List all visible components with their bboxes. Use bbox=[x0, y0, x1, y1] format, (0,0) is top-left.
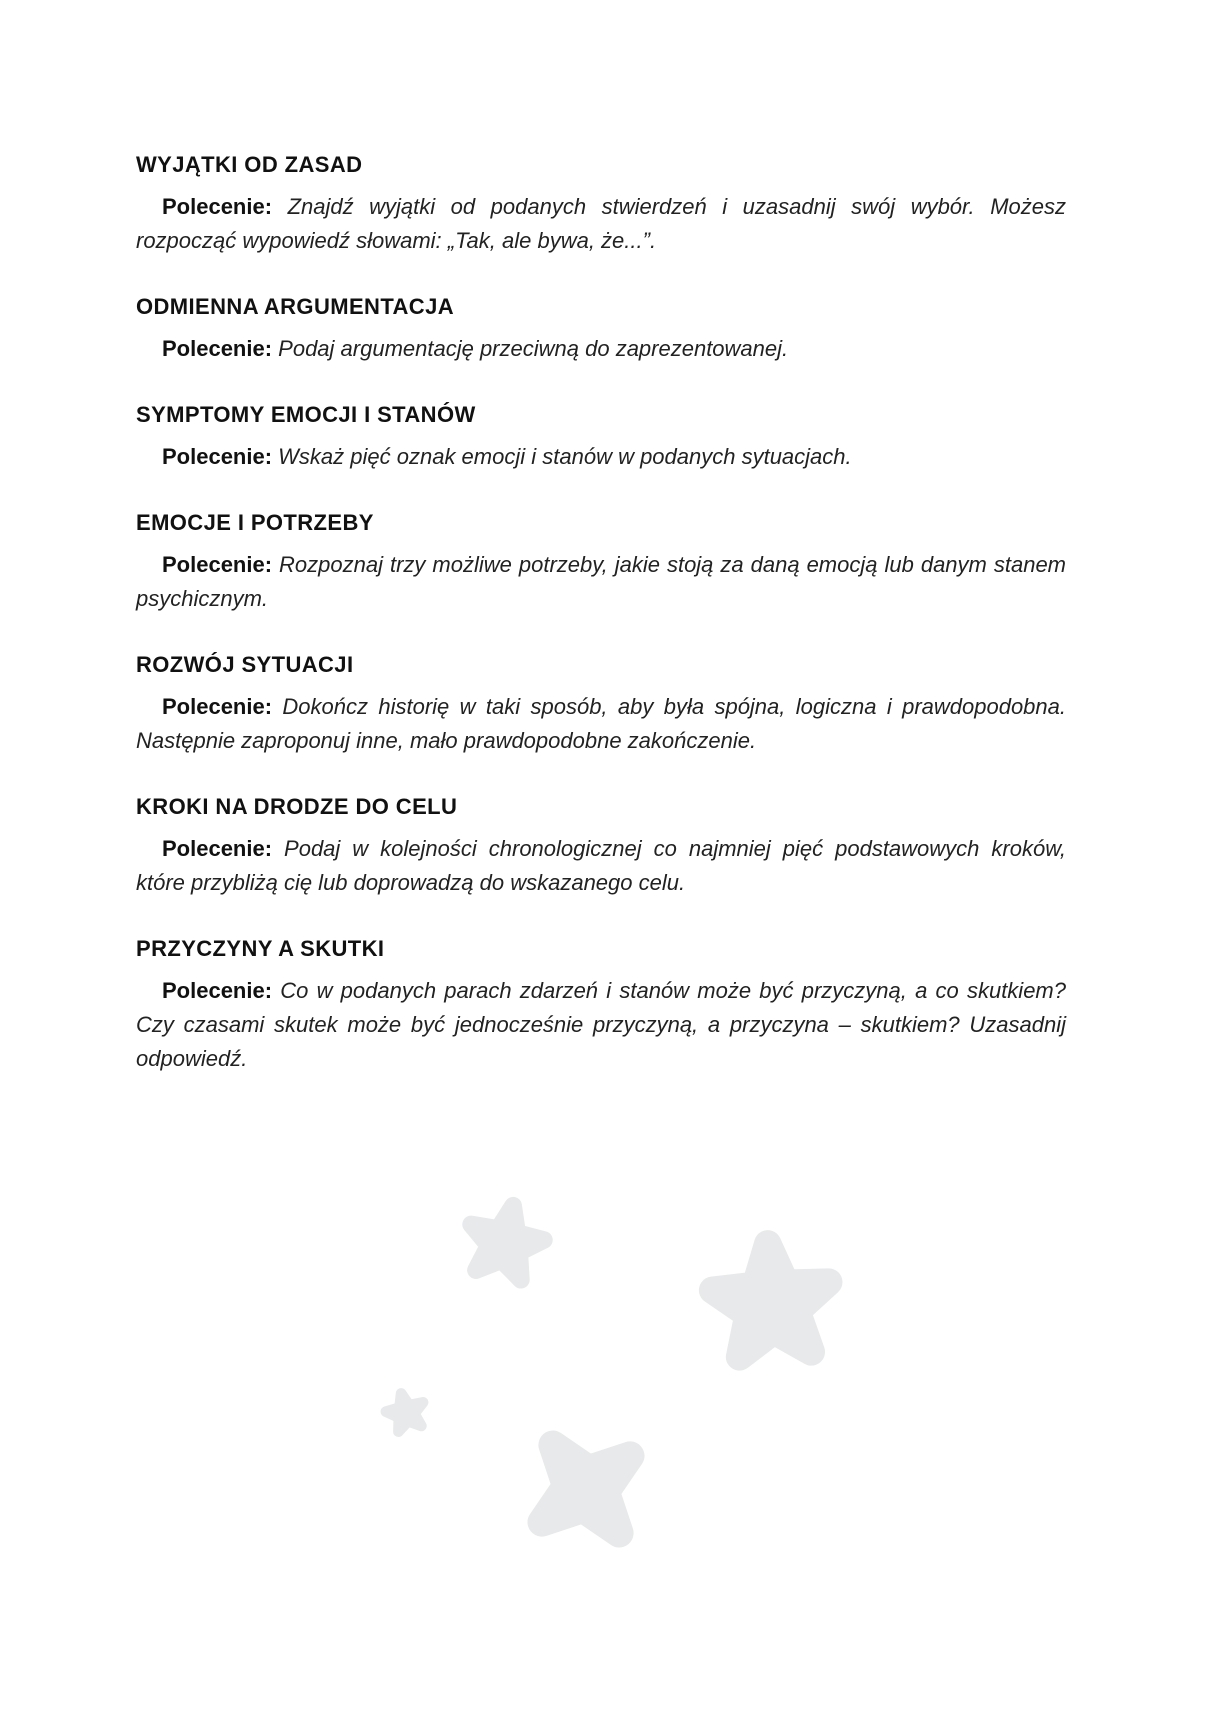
section-instruction bbox=[136, 548, 1066, 616]
section-instruction bbox=[136, 690, 1066, 758]
instruction-text: Wskaż pięć oznak emocji i stanów w podanych sytuacjach. bbox=[272, 444, 852, 469]
section-odmienna-argumentacja bbox=[136, 294, 1066, 366]
instruction-text: Znajdź wyjątki od podanych stwierdzeń i uzasadnij swój wybór. Możesz rozpocząć wypowiedź słowami: „Tak, ale bywa, że...”. bbox=[136, 194, 1066, 253]
instruction-label: Polecenie: bbox=[162, 444, 273, 469]
section-heading: WYJĄTKI OD ZASAD bbox=[136, 152, 363, 177]
section-wyjatki-od-zasad bbox=[136, 152, 1066, 258]
instruction-label: Polecenie: bbox=[162, 836, 273, 861]
star-small-icon bbox=[364, 1369, 448, 1457]
section-symptomy-emocji bbox=[136, 402, 1066, 474]
instruction-text: Podaj w kolejności chronologicznej co najmniej pięć podstawowych kroków, które przybliżą cię lub doprowadzą do wskazanego celu. bbox=[136, 836, 1066, 895]
section-heading: ROZWÓJ SYTUACJI bbox=[136, 652, 354, 677]
section-instruction bbox=[136, 832, 1066, 900]
instruction-label: Polecenie: bbox=[162, 694, 273, 719]
section-instruction bbox=[136, 190, 1066, 258]
section-heading: KROKI NA DRODZE DO CELU bbox=[136, 794, 458, 819]
star-medium-icon bbox=[426, 1167, 584, 1320]
instruction-text: Co w podanych parach zdarzeń i stanów może być przyczyną, a co skutkiem? Czy czasami skutek może być jednocześnie przyczyną, a przyczyna – skutkiem? Uzasadnij odpowiedź. bbox=[136, 978, 1066, 1071]
instruction-text: Rozpoznaj trzy możliwe potrzeby, jakie stoją za daną emocją lub danym stanem psychicznym. bbox=[136, 552, 1066, 611]
section-heading: PRZYCZYNY A SKUTKI bbox=[136, 936, 385, 961]
instruction-label: Polecenie: bbox=[162, 978, 273, 1003]
exercise-list bbox=[136, 152, 1066, 1112]
section-instruction bbox=[136, 440, 1066, 474]
instruction-label: Polecenie: bbox=[162, 336, 273, 361]
section-instruction bbox=[136, 332, 1066, 366]
star-large-icon bbox=[661, 1198, 882, 1412]
section-instruction bbox=[136, 974, 1066, 1076]
instruction-label: Polecenie: bbox=[162, 552, 273, 577]
section-heading: SYMPTOMY EMOCJI I STANÓW bbox=[136, 402, 476, 427]
section-heading: EMOCJE I POTRZEBY bbox=[136, 510, 374, 535]
instruction-text: Podaj argumentację przeciwną do zaprezentowanej. bbox=[272, 336, 789, 361]
star-cross-icon bbox=[490, 1383, 683, 1595]
section-przyczyny-a-skutki bbox=[136, 936, 1066, 1076]
instruction-label: Polecenie: bbox=[162, 194, 273, 219]
instruction-text: Dokończ historię w taki sposób, aby była spójna, logiczna i prawdopodobna. Następnie zaproponuj inne, mało prawdopodobne zakończenie. bbox=[136, 694, 1066, 753]
section-heading: ODMIENNA ARGUMENTACJA bbox=[136, 294, 455, 319]
section-kroki-na-drodze bbox=[136, 794, 1066, 900]
section-emocje-i-potrzeby bbox=[136, 510, 1066, 616]
section-rozwoj-sytuacji bbox=[136, 652, 1066, 758]
